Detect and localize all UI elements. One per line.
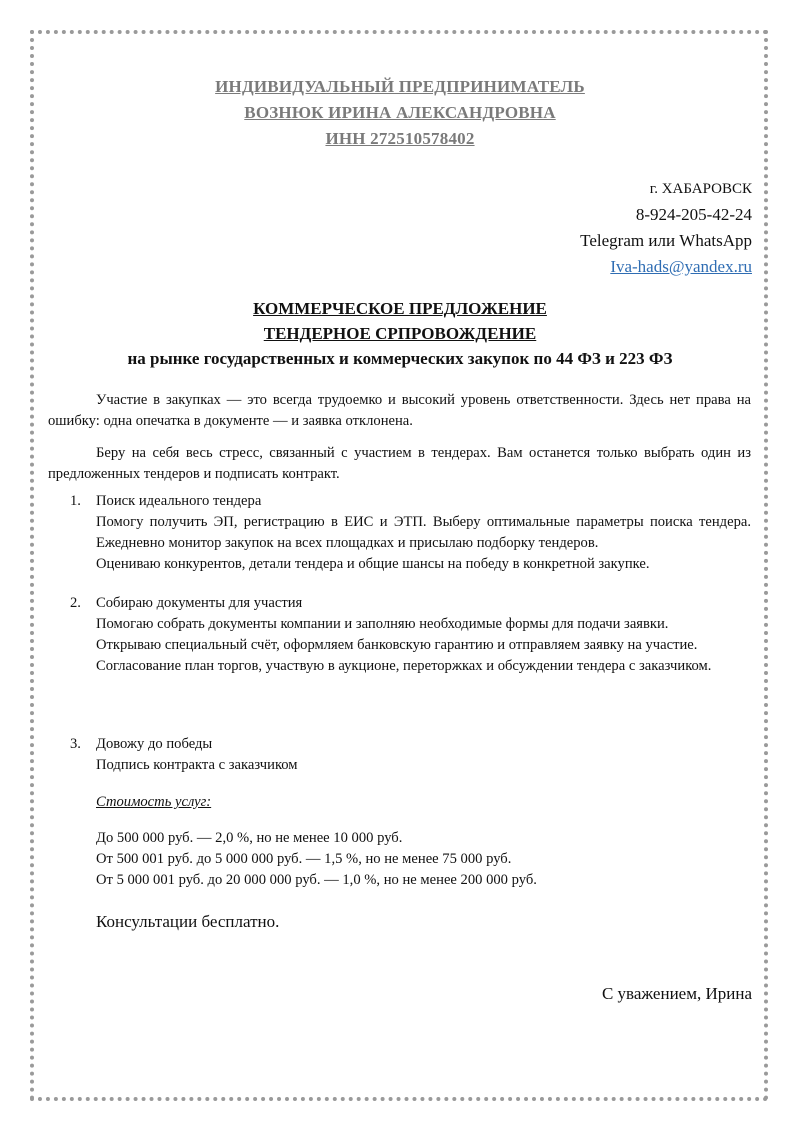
pricing-list (96, 828, 537, 891)
pricing-label: Стоимость услуг: (96, 794, 212, 810)
intro-paragraph-1: Участие в закупках — это всегда трудоемко и высокий уровень ответственности. Здесь нет права на ошибку: одна опечатка в документе — и заявка отклонена. (48, 392, 751, 429)
consultation-note: Консультации бесплатно. (96, 912, 280, 931)
list-item-text: Открываю специальный счёт, оформляем банковскую гарантию и отправляем заявку на участие. (96, 637, 698, 653)
list-item-text: Подпись контракта с заказчиком (96, 757, 298, 773)
offer-title-scope: на рынке государственных и коммерческих закупок по 44 ФЗ и 223 ФЗ (127, 349, 673, 368)
list-item-number: 1. (70, 493, 81, 509)
list-item-text: Помогу получить ЭП, регистрацию в ЕИС и ЭТП. Выберу оптимальные параметры поиска тендера. Ежедневно монитор закупок на всех площадках и присылаю подборку тендеров. (96, 514, 751, 551)
contact-city: г. ХАБАРОВСК (649, 181, 752, 197)
contact-email-link[interactable]: Iva-hads@yandex.ru (610, 257, 752, 276)
header-title: ИНДИВИДУАЛЬНЫЙ ПРЕДПРИНИМАТЕЛЬ (215, 77, 585, 96)
closing-signature: С уважением, Ирина (601, 984, 752, 1003)
list-item-text: Оцениваю конкурентов, детали тендера и общие шансы на победу в конкретной закупке. (96, 556, 650, 572)
list-item-text: Согласование план торгов, участвую в аукционе, переторжках и обсуждении тендера с заказчиком. (96, 658, 712, 674)
offer-title (0, 296, 800, 371)
offer-title-main: КОММЕРЧЕСКОЕ ПРЕДЛОЖЕНИЕ (253, 299, 547, 318)
list-item-heading: Собираю документы для участия (96, 595, 303, 611)
pricing-row: От 500 001 руб. до 5 000 000 руб. — 1,5 %, но не менее 75 000 руб. (96, 851, 512, 867)
list-item-heading: Поиск идеального тендера (96, 493, 262, 509)
list-item-heading: Довожу до победы (96, 736, 213, 752)
contact-messengers: Telegram или WhatsApp (580, 231, 752, 250)
pricing-row: До 500 000 руб. — 2,0 %, но не менее 10 000 руб. (96, 830, 403, 846)
contact-block (580, 176, 752, 280)
pricing-row: От 5 000 001 руб. до 20 000 000 руб. — 1,0 %, но не менее 200 000 руб. (96, 872, 537, 888)
list-item-number: 2. (70, 595, 81, 611)
header-inn: ИНН 272510578402 (325, 129, 475, 148)
list-item-text: Помогаю собрать документы компании и заполняю необходимые формы для подачи заявки. (96, 616, 669, 632)
list-item-number: 3. (70, 736, 81, 752)
offer-title-sub: ТЕНДЕРНОЕ СРПРОВОЖДЕНИЕ (263, 324, 537, 343)
intro-paragraph-2: Беру на себя весь стресс, связанный с участием в тендерах. Вам останется только выбрать один из предложенных тендеров и подписать контракт. (48, 445, 751, 482)
header-name: ВОЗНЮК ИРИНА АЛЕКСАНДРОВНА (244, 103, 556, 122)
entrepreneur-header (0, 74, 800, 152)
contact-phone: 8-924-205-42-24 (635, 205, 752, 224)
